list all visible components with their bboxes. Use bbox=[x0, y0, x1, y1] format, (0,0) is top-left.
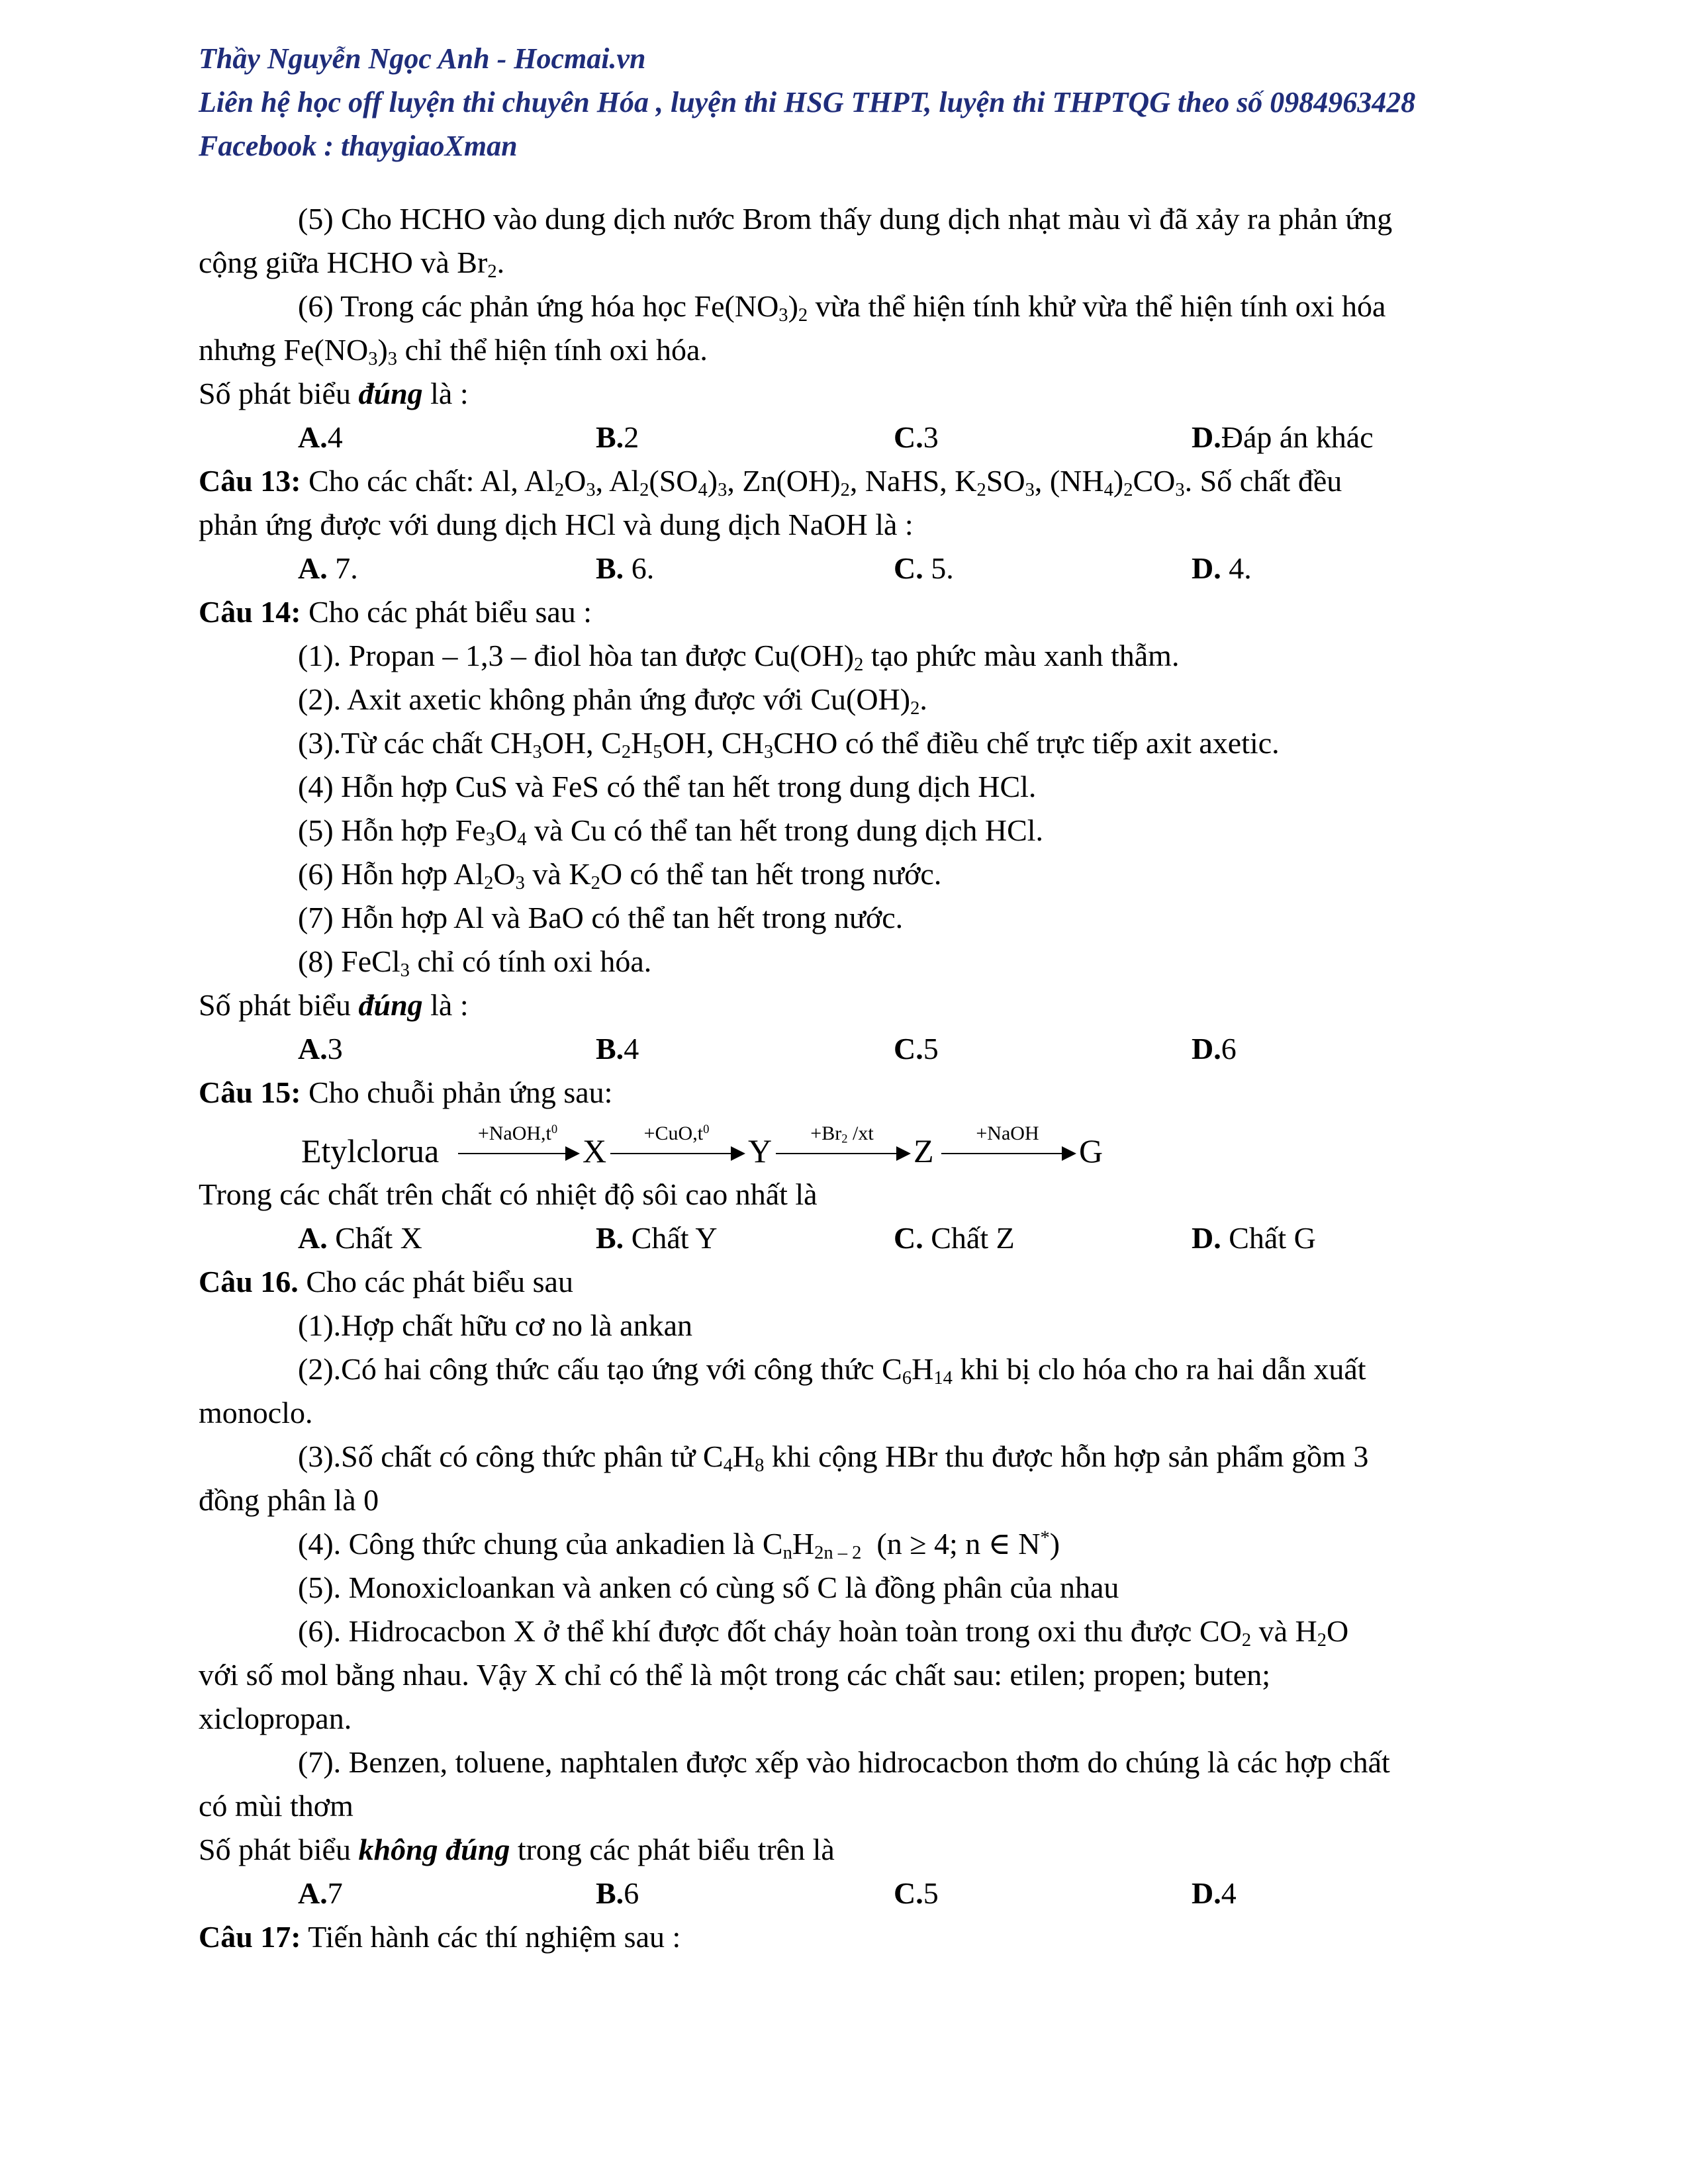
q16-option-a: A.7 bbox=[298, 1876, 343, 1910]
q17-label: Câu 17: bbox=[199, 1920, 301, 1954]
q16-stem: Câu 16. Cho các phát biểu sau bbox=[199, 1265, 573, 1298]
page-header bbox=[199, 37, 1415, 168]
q14-statement-3: (3).Từ các chất $CH_3OH$, $C_2H_5OH$, $CH_3CHO$ có thể điều chế trực tiếp axit axetic. bbox=[298, 726, 1280, 763]
q16-statement-5: (5). Monoxicloankan và anken có cùng số C là đồng phân của nhau bbox=[298, 1570, 1119, 1604]
q16-statement-7-line2: có mùi thơm bbox=[199, 1789, 353, 1823]
q13-stem-line2: phản ứng được với dung dịch HCl và dung dịch NaOH là : bbox=[199, 508, 914, 541]
reaction-arrow-2: $+CuO,t^0$ bbox=[610, 1124, 743, 1163]
q14-statement-4: (4) Hỗn hợp CuS và FeS có thể tan hết trong dung dịch HCl. bbox=[298, 770, 1037, 803]
q14-label: Câu 14: bbox=[199, 595, 301, 629]
chain-start: Etylclorua bbox=[301, 1132, 440, 1169]
q14-prompt: Số phát biểu đúng là : bbox=[199, 988, 469, 1022]
q13-option-c: C. 5. bbox=[894, 551, 954, 585]
q16-statement-4: (4). Công thức chung của ankadien là $C_nH_{2n - 2}$ (n ≥ 4; n ∈ N*) bbox=[298, 1527, 1060, 1564]
q16-statement-3-line2: đồng phân là 0 bbox=[199, 1483, 379, 1517]
q16-statement-6-line1: (6). Hidrocacbon X ở thể khí được đốt cháy hoàn toàn trong oxi thu được $CO_2$ và $H_2O$ bbox=[298, 1614, 1349, 1651]
q13-option-a: A. 7. bbox=[298, 551, 358, 585]
q12-prompt: Số phát biểu đúng là : bbox=[199, 377, 469, 410]
header-teacher: Thầy Nguyễn Ngọc Anh - Hocmai.vn bbox=[199, 42, 646, 75]
q13-option-d: D. 4. bbox=[1192, 551, 1252, 585]
q14-option-a: A.3 bbox=[298, 1032, 343, 1066]
q16-options bbox=[199, 1872, 1496, 1915]
q12-statement-6-line2: nhưng $Fe(NO_3)_3$ chỉ thể hiện tính oxi hóa. bbox=[199, 333, 708, 370]
q16-statement-1: (1).Hợp chất hữu cơ no là ankan bbox=[298, 1308, 693, 1342]
q15-stem: Câu 15: Cho chuỗi phản ứng sau: bbox=[199, 1075, 613, 1109]
chain-z: Z bbox=[914, 1132, 934, 1169]
q13-option-b: B. 6. bbox=[596, 551, 655, 585]
q14-statement-2: (2). Axit axetic không phản ứng được với $Cu(OH)_2$. bbox=[298, 682, 927, 719]
q14-statement-8: (8) FeCl$_3$ chỉ có tính oxi hóa. bbox=[298, 944, 652, 981]
q16-prompt: Số phát biểu không đúng trong các phát biểu trên là bbox=[199, 1833, 835, 1866]
q14-statement-5: (5) Hỗn hợp $Fe_3O_4$ và Cu có thể tan hết trong dung dịch HCl. bbox=[298, 813, 1044, 850]
q17-stem: Câu 17: Tiến hành các thí nghiệm sau : bbox=[199, 1920, 681, 1954]
q14-option-d: D.6 bbox=[1192, 1032, 1237, 1066]
reaction-arrow-4: +NaOH bbox=[941, 1124, 1074, 1163]
q12-options bbox=[199, 416, 1496, 459]
header-facebook: Facebook : thaygiaoXman bbox=[199, 130, 518, 162]
q14-statement-6: (6) Hỗn hợp $Al_2O_3$ và $K_2O$ có thể tan hết trong nước. bbox=[298, 857, 942, 894]
q15-question: Trong các chất trên chất có nhiệt độ sôi cao nhất là bbox=[199, 1177, 818, 1211]
q15-options bbox=[199, 1216, 1496, 1260]
chain-g: G bbox=[1079, 1132, 1103, 1169]
q14-option-b: B.4 bbox=[596, 1032, 639, 1066]
q14-statement-7: (7) Hỗn hợp Al và BaO có thể tan hết trong nước. bbox=[298, 901, 904, 934]
q13-stem-line1: Câu 13: Cho các chất: Al, $Al_2O_3$, $Al_2(SO_4)_3$, $Zn(OH)_2$, NaHS, $K_2SO_3$, $(NH_4)_2CO_3$. Số chất đều bbox=[199, 464, 1342, 501]
q15-label: Câu 15: bbox=[199, 1075, 301, 1109]
q15-option-b: B. Chất Y bbox=[596, 1221, 718, 1255]
q16-statement-7-line1: (7). Benzen, toluene, naphtalen được xếp vào hidrocacbon thơm do chúng là các hợp chất bbox=[298, 1745, 1390, 1779]
reaction-chain bbox=[199, 1115, 1496, 1173]
q13-label: Câu 13: bbox=[199, 464, 301, 498]
chain-y: Y bbox=[748, 1132, 773, 1169]
q12-option-a: A.4 bbox=[298, 420, 343, 454]
q12-statement-5-line1: (5) Cho HCHO vào dung dịch nước Brom thấy dung dịch nhạt màu vì đã xảy ra phản ứng bbox=[298, 202, 1393, 236]
q12-statement-6-line1: (6) Trong các phản ứng hóa học $Fe(NO_3)_2$ vừa thể hiện tính khử vừa thể hiện tính oxi hóa bbox=[298, 289, 1386, 326]
q12-option-b: B.2 bbox=[596, 420, 639, 454]
q12-option-c: C.3 bbox=[894, 420, 939, 454]
q14-statement-1: (1). Propan – 1,3 – điol hòa tan được $Cu(OH)_2$ tạo phức màu xanh thẫm. bbox=[298, 639, 1180, 676]
q15-option-d: D. Chất G bbox=[1192, 1221, 1316, 1255]
document-body bbox=[199, 197, 1496, 1959]
q16-statement-3-line1: (3).Số chất có công thức phân tử $C_4H_8$ khi cộng HBr thu được hỗn hợp sản phẩm gồm 3 bbox=[298, 1439, 1369, 1477]
q14-option-c: C.5 bbox=[894, 1032, 939, 1066]
q16-label: Câu 16. bbox=[199, 1265, 299, 1298]
q12-option-d: D.Đáp án khác bbox=[1192, 420, 1374, 454]
reaction-arrow-1: $+NaOH,t^0$ bbox=[458, 1124, 577, 1163]
q16-statement-2-line1: (2).Có hai công thức cấu tạo ứng với công thức $C_6H_{14}$ khi bị clo hóa cho ra hai dẫn xuất bbox=[298, 1352, 1366, 1389]
q16-statement-2-line2: monoclo. bbox=[199, 1396, 313, 1430]
q14-stem: Câu 14: Cho các phát biểu sau : bbox=[199, 595, 592, 629]
q13-options bbox=[199, 547, 1496, 590]
q15-option-c: C. Chất Z bbox=[894, 1221, 1015, 1255]
reaction-arrow-3: $+Br_2$ /xt bbox=[776, 1124, 908, 1163]
q16-statement-6-line2: với số mol bằng nhau. Vậy X chỉ có thể là một trong các chất sau: etilen; propen; buten; bbox=[199, 1658, 1271, 1692]
q16-option-b: B.6 bbox=[596, 1876, 639, 1910]
q12-statement-5-line2: cộng giữa HCHO và $Br_2$. bbox=[199, 246, 505, 283]
chain-x: X bbox=[583, 1132, 607, 1169]
q15-option-a: A. Chất X bbox=[298, 1221, 422, 1255]
q16-statement-6-line3: xiclopropan. bbox=[199, 1702, 352, 1735]
q14-options bbox=[199, 1027, 1496, 1071]
q16-option-d: D.4 bbox=[1192, 1876, 1237, 1910]
header-contact: Liên hệ học off luyện thi chuyên Hóa , luyện thi HSG THPT, luyện thi THPTQG theo số 0984963428 bbox=[199, 86, 1416, 118]
q16-option-c: C.5 bbox=[894, 1876, 939, 1910]
